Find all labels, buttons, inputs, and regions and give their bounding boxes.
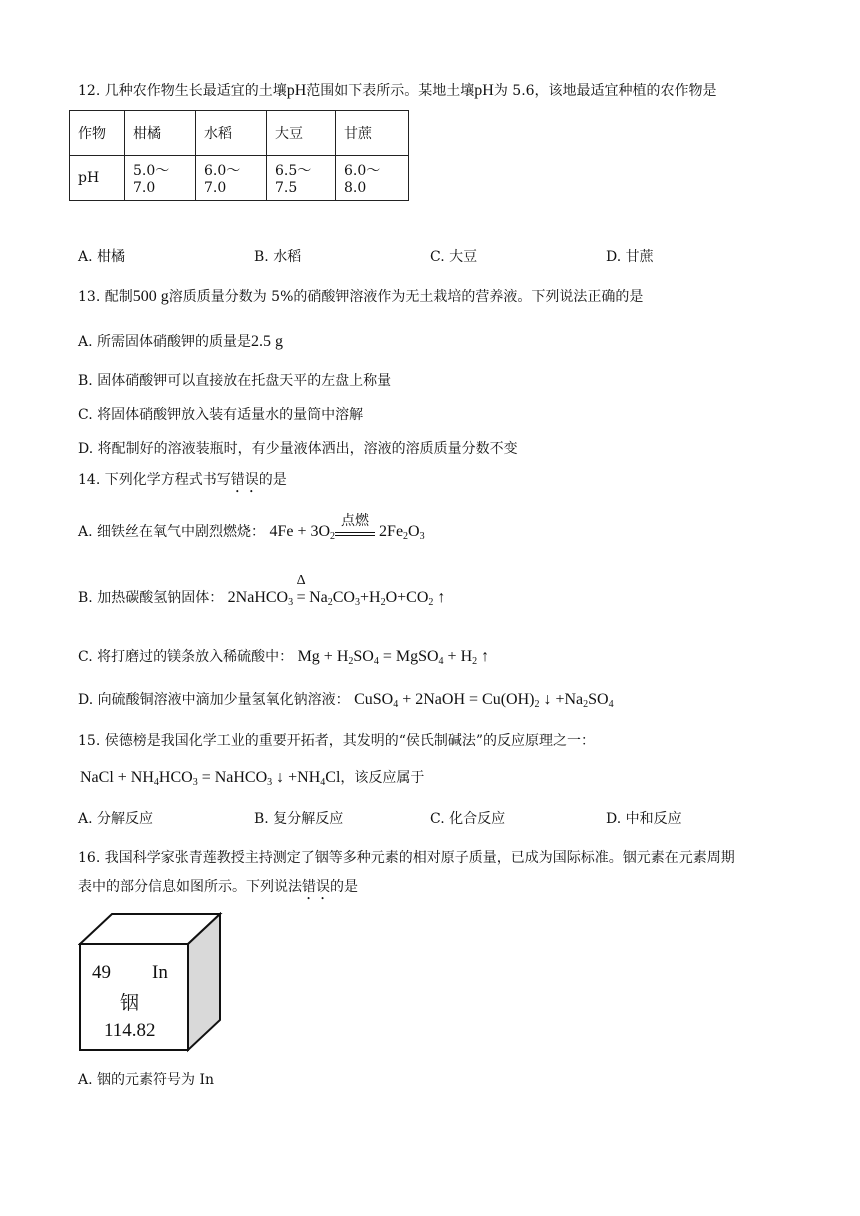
condition-arrow bbox=[335, 514, 375, 536]
q16-stem-line2 bbox=[78, 876, 358, 903]
table-cell: 作物 bbox=[70, 111, 125, 156]
q14-option-d[interactable] bbox=[78, 689, 614, 710]
table-cell: 柑橘 bbox=[125, 111, 196, 156]
q15-option-d[interactable]: D. 中和反应 bbox=[606, 811, 682, 827]
q13-stem-part: 溶质质量分数为 5%的硝酸钾溶液作为无土栽培的营养液。下列说法正确的是 bbox=[168, 289, 644, 305]
option-text: A. 所需固体硝酸钾的质量是 bbox=[78, 334, 252, 350]
q12-stem-part: 为 5.6，该地最适宜种植的农作物是 bbox=[493, 83, 717, 99]
q14-stem bbox=[78, 469, 287, 496]
equation-d: CuSO$_4$ + 2NaOH = $Cu(OH)_2$ ↓ $+Na_2SO_4$ bbox=[354, 691, 614, 710]
equation-right: Na bbox=[309, 589, 328, 606]
q15-option-a[interactable]: A. 分解反应 bbox=[78, 811, 154, 827]
q13-option-c[interactable]: C. 将固体硝酸钾放入装有适量水的量筒中溶解 bbox=[78, 407, 364, 423]
equation-left: 4Fe + 3O bbox=[269, 523, 331, 540]
q12-option-a[interactable]: A. 柑橘 bbox=[78, 249, 126, 265]
atomic-mass: 114.82 bbox=[104, 1020, 156, 1041]
condition-label: 点燃 bbox=[341, 514, 370, 529]
table-cell: 水稻 bbox=[196, 111, 267, 156]
ph-symbol: pH bbox=[474, 82, 494, 99]
q15-equation-line bbox=[80, 767, 424, 788]
element-name: 铟 bbox=[120, 992, 140, 1014]
equation-right: 2Fe bbox=[379, 523, 404, 540]
element-symbol: In bbox=[152, 962, 168, 983]
equation-left: 2NaHCO bbox=[227, 589, 289, 606]
q15-option-c[interactable]: C. 化合反应 bbox=[430, 811, 506, 827]
mass-value: 2.5 g bbox=[251, 333, 284, 350]
table-cell: 甘蔗 bbox=[336, 111, 409, 156]
q12-option-c[interactable]: C. 大豆 bbox=[430, 249, 478, 265]
q14-stem-part: 14. 下列化学方程式书写 bbox=[78, 472, 231, 488]
q16-stem-part: 表中的部分信息如图所示。下列说法 bbox=[78, 879, 302, 895]
q12-option-d[interactable]: D. 甘蔗 bbox=[606, 249, 654, 265]
q16-stem-line1: 16. 我国科学家张青莲教授主持测定了铟等多种元素的相对原子质量，已成为国际标准。铟元素在元素周期 bbox=[78, 850, 735, 866]
q14-option-a[interactable] bbox=[78, 514, 425, 542]
q12-option-b[interactable]: B. 水稻 bbox=[254, 249, 302, 265]
option-text: A. 细铁丝在氧气中剧烈燃烧： bbox=[78, 524, 266, 540]
condition-label: Δ bbox=[296, 573, 306, 588]
table-cell: 6.0～8.0 bbox=[336, 156, 409, 201]
equation-c: $Mg + H_2SO_4$ = MgSO$_4$ + $H_2$ ↑ bbox=[297, 648, 490, 667]
mass-value: 500 g bbox=[132, 288, 169, 305]
element-cube bbox=[78, 912, 224, 1054]
option-text: B. 加热碳酸氢钠固体： bbox=[78, 590, 224, 606]
table-row bbox=[70, 156, 409, 201]
q13-option-a[interactable] bbox=[78, 331, 283, 351]
q13-stem bbox=[78, 286, 643, 306]
table-cell: 大豆 bbox=[267, 111, 336, 156]
q15-stem: 15. 侯德榜是我国化学工业的重要开拓者，其发明的“侯氏制碱法”的反应原理之一： bbox=[78, 733, 596, 749]
ph-table bbox=[69, 110, 409, 201]
equation-b: 2NaHCO$_3$ Δ = $Na_2CO_3+H_2O+CO_2$ ↑ bbox=[227, 573, 446, 608]
q13-option-b[interactable]: B. 固体硝酸钾可以直接放在托盘天平的左盘上称量 bbox=[78, 373, 392, 389]
table-header-row bbox=[70, 111, 409, 156]
table-cell: 6.0～7.0 bbox=[196, 156, 267, 201]
q13-option-d[interactable]: D. 将配制好的溶液装瓶时，有少量液体洒出，溶液的溶质质量分数不变 bbox=[78, 441, 518, 457]
q15-option-b[interactable]: B. 复分解反应 bbox=[254, 811, 344, 827]
table-cell: pH bbox=[70, 156, 125, 201]
emphasized-word: 错误 bbox=[230, 472, 259, 488]
ph-symbol: pH bbox=[286, 82, 307, 99]
q13-stem-part: 13. 配制 bbox=[78, 289, 133, 305]
equation-left: Mg + H bbox=[297, 648, 349, 665]
condition-arrow: Δ = bbox=[293, 589, 309, 607]
q14-option-c[interactable] bbox=[78, 646, 489, 667]
q12-stem bbox=[78, 80, 717, 100]
equation-left: CuSO bbox=[354, 691, 394, 708]
q14-option-b[interactable] bbox=[78, 573, 446, 608]
q16-stem-part: 的是 bbox=[330, 879, 358, 895]
q14-stem-part: 的是 bbox=[258, 472, 287, 488]
option-text: C. 将打磨过的镁条放入稀硫酸中： bbox=[78, 649, 294, 665]
table-cell: 5.0～7.0 bbox=[125, 156, 196, 201]
emphasized-word: 错误 bbox=[302, 879, 330, 895]
q16-option-a[interactable]: A. 铟的元素符号为 In bbox=[78, 1072, 215, 1088]
option-text: D. 向硫酸铜溶液中滴加少量氢氧化钠溶液： bbox=[78, 692, 350, 708]
q12-stem-part: 12. 几种农作物生长最适宜的土壤 bbox=[78, 83, 287, 99]
q15-stem-tail: ，该反应属于 bbox=[340, 770, 425, 786]
equation-q15: NaCl + $NH_4HCO_3$ = NaHCO$_3$ ↓ $+NH_4Cl$ bbox=[80, 769, 341, 788]
q12-stem-part: 范围如下表所示。某地土壤 bbox=[306, 83, 475, 99]
equation-a: $4Fe + 3O_2$ 点燃 $2Fe_2O_3$ bbox=[269, 523, 424, 540]
atomic-number: 49 bbox=[92, 962, 111, 983]
table-cell: 6.5～7.5 bbox=[267, 156, 336, 201]
